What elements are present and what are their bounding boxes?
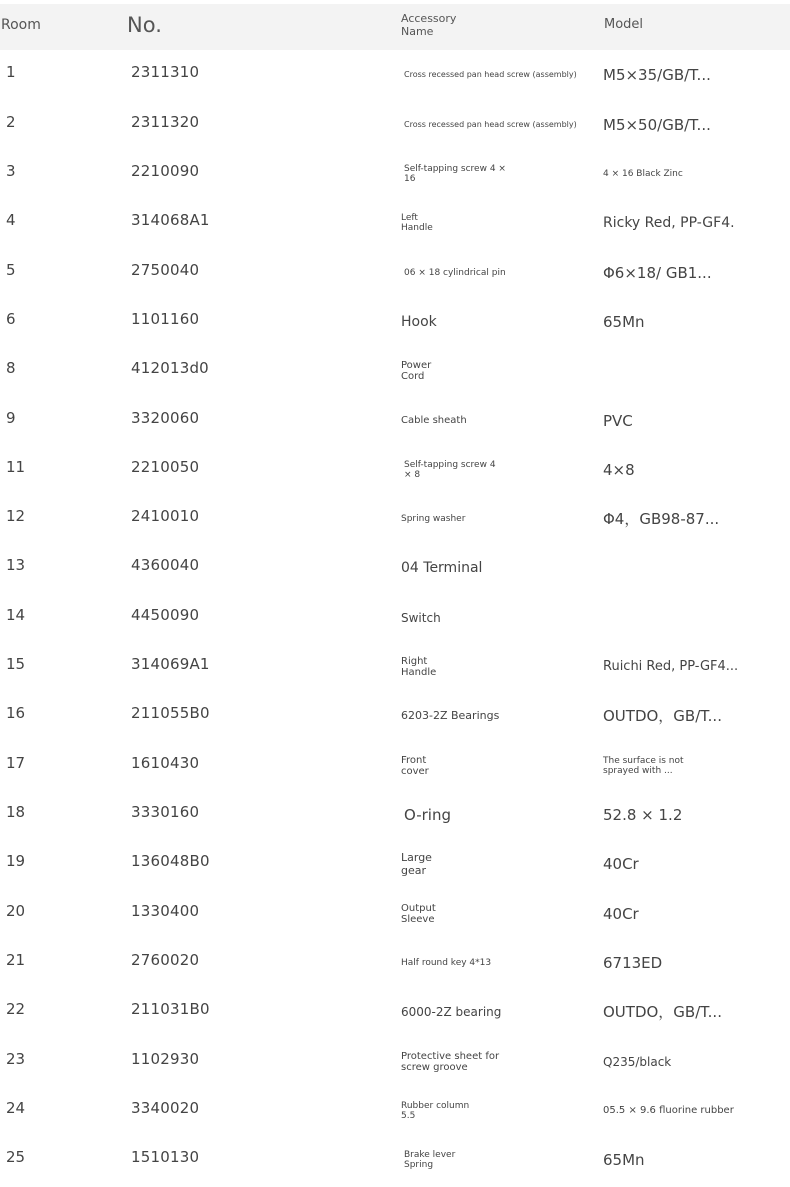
cell-no: 136048B0	[131, 852, 210, 870]
model-line: 65Mn	[603, 1150, 645, 1169]
accessory-name-line: 16	[404, 173, 416, 184]
table-header	[0, 4, 790, 50]
model-line: M5×50/GB/T...	[603, 115, 711, 134]
cell-accessory-name	[401, 100, 594, 149]
cell-model	[603, 346, 783, 395]
accessory-name-line: Cable sheath	[401, 415, 467, 426]
accessory-name-line: gear	[401, 863, 427, 877]
cell-no: 2210090	[131, 162, 200, 180]
cell-model	[603, 1037, 783, 1086]
accessory-name-line: Front	[401, 754, 427, 766]
table-row	[0, 297, 790, 346]
cell-room: 20	[6, 902, 26, 920]
cell-no: 3340020	[131, 1099, 200, 1117]
cell-no: 3320060	[131, 409, 200, 427]
model-line: 6713ED	[603, 953, 663, 972]
table-row	[0, 741, 790, 790]
header-accessory-line1: Accessory	[401, 12, 457, 25]
cell-no: 1330400	[131, 902, 200, 920]
model-line: 05.5 × 9.6 fluorine rubber	[603, 1105, 734, 1116]
cell-accessory-name	[401, 248, 594, 297]
model-line: Ruichi Red, PP-GF4...	[603, 659, 739, 674]
accessory-name-line: 04 Terminal	[401, 559, 483, 576]
accessory-name-line: Rubber column	[401, 1100, 470, 1111]
table-row	[0, 50, 790, 99]
cell-no: 4360040	[131, 556, 200, 574]
table-row	[0, 790, 790, 839]
cell-accessory-name	[401, 889, 591, 938]
model-line: 65Mn	[603, 312, 645, 331]
cell-accessory-name	[401, 741, 591, 790]
cell-room: 24	[6, 1099, 26, 1117]
cell-room: 5	[6, 261, 16, 279]
cell-no: 1610430	[131, 754, 200, 772]
cell-room: 1	[6, 63, 16, 81]
model-line: sprayed with ...	[603, 765, 673, 776]
cell-room: 22	[6, 1000, 26, 1018]
cell-room: 18	[6, 803, 26, 821]
table-row	[0, 543, 790, 592]
cell-no: 412013d0	[131, 359, 209, 377]
header-accessory-line2: Name	[401, 25, 434, 38]
table-row	[0, 445, 790, 494]
accessory-name-line: Right	[401, 655, 428, 667]
header-model: Model	[604, 17, 644, 32]
cell-accessory-name	[401, 938, 591, 987]
accessory-name-line: Cross recessed pan head screw (assembly)	[404, 119, 577, 129]
accessory-name-line: 6000-2Z bearing	[401, 1004, 502, 1019]
cell-accessory-name	[401, 1135, 594, 1184]
cell-room: 23	[6, 1050, 26, 1068]
cell-accessory-name	[401, 346, 591, 395]
cell-room: 15	[6, 655, 26, 673]
cell-no: 1102930	[131, 1050, 200, 1068]
table-row	[0, 839, 790, 888]
accessory-name-line: 5.5	[401, 1110, 416, 1121]
cell-room: 3	[6, 162, 16, 180]
cell-room: 16	[6, 704, 26, 722]
cell-room: 8	[6, 359, 16, 377]
accessory-name-line: screw groove	[401, 1061, 468, 1073]
cell-model	[603, 100, 783, 149]
table-row	[0, 642, 790, 691]
cell-no: 4450090	[131, 606, 200, 624]
cell-model	[603, 1135, 783, 1184]
cell-model	[603, 149, 783, 198]
cell-model	[603, 642, 783, 691]
accessory-name-line: Self-tapping screw 4	[404, 459, 496, 470]
cell-model	[603, 839, 783, 888]
table-row	[0, 889, 790, 938]
cell-room: 6	[6, 310, 16, 328]
table-row	[0, 396, 790, 445]
cell-accessory-name	[401, 691, 591, 740]
cell-room: 19	[6, 852, 26, 870]
cell-accessory-name	[401, 198, 591, 247]
cell-model	[603, 1086, 783, 1135]
model-line: 40Cr	[603, 854, 639, 873]
accessory-name-line: Sleeve	[401, 913, 435, 925]
accessory-name-line: Spring washer	[401, 513, 466, 524]
accessory-name-line: Handle	[401, 222, 433, 233]
cell-accessory-name	[401, 1086, 591, 1135]
cell-room: 25	[6, 1148, 26, 1166]
cell-no: 2311320	[131, 113, 200, 131]
cell-no: 211031B0	[131, 1000, 210, 1018]
cell-no: 1510130	[131, 1148, 200, 1166]
cell-accessory-name	[401, 1037, 591, 1086]
header-room: Room	[1, 17, 41, 33]
model-line: The surface is not	[603, 755, 684, 766]
cell-model	[603, 889, 783, 938]
cell-room: 12	[6, 507, 26, 525]
model-line: PVC	[603, 411, 633, 430]
table-row	[0, 198, 790, 247]
cell-room: 14	[6, 606, 26, 624]
accessory-name-line: Handle	[401, 666, 437, 678]
table-row	[0, 248, 790, 297]
cell-accessory-name	[401, 790, 594, 839]
model-line: M5×35/GB/T...	[603, 65, 711, 84]
accessory-name-line: Brake lever	[404, 1149, 456, 1160]
cell-model	[603, 494, 783, 543]
model-line: 52.8 × 1.2	[603, 805, 683, 824]
accessory-name-line: 06 × 18 cylindrical pin	[404, 267, 506, 278]
model-line: Ricky Red, PP-GF4.	[603, 214, 735, 231]
cell-model	[603, 198, 783, 247]
accessory-name-line: × 8	[404, 469, 421, 480]
header-no: No.	[127, 13, 162, 37]
cell-room: 11	[6, 458, 26, 476]
cell-no: 2311310	[131, 63, 200, 81]
accessory-name-line: Spring	[404, 1159, 434, 1170]
cell-accessory-name	[401, 642, 591, 691]
cell-model	[603, 50, 783, 99]
table-row	[0, 1135, 790, 1184]
accessory-name-line: Large	[401, 850, 432, 864]
table-row	[0, 593, 790, 642]
cell-room: 13	[6, 556, 26, 574]
accessory-name-line: Hook	[401, 313, 437, 330]
cell-no: 314069A1	[131, 655, 210, 673]
cell-model	[603, 297, 783, 346]
cell-model	[603, 543, 783, 592]
cell-model	[603, 593, 783, 642]
model-line: Φ6×18/ GB1...	[603, 263, 712, 282]
cell-accessory-name	[401, 593, 591, 642]
cell-accessory-name	[401, 987, 591, 1036]
cell-no: 2210050	[131, 458, 200, 476]
cell-room: 2	[6, 113, 16, 131]
cell-model	[603, 790, 783, 839]
accessory-name-line: Protective sheet for	[401, 1050, 500, 1062]
cell-no: 1101160	[131, 310, 200, 328]
table-row	[0, 987, 790, 1036]
cell-accessory-name	[401, 839, 591, 888]
cell-model	[603, 445, 783, 494]
accessory-name-line: Half round key 4*13	[401, 957, 492, 968]
accessory-name-line: Self-tapping screw 4 ×	[404, 163, 506, 174]
model-line: Q235/black	[603, 1054, 672, 1069]
cell-accessory-name	[401, 297, 591, 346]
model-line: OUTDO，GB/T...	[603, 1003, 722, 1021]
accessory-name-line: O-ring	[404, 805, 451, 824]
model-line: 4 × 16 Black Zinc	[603, 168, 683, 179]
cell-no: 2410010	[131, 507, 200, 525]
model-line: 4×8	[603, 460, 635, 479]
cell-accessory-name	[401, 149, 594, 198]
cell-room: 9	[6, 409, 16, 427]
table-row	[0, 691, 790, 740]
cell-no: 211055B0	[131, 704, 210, 722]
accessory-name-line: Cord	[401, 370, 425, 382]
cell-model	[603, 396, 783, 445]
model-line: 40Cr	[603, 904, 639, 923]
accessory-name-line: Output	[401, 902, 436, 914]
cell-no: 2750040	[131, 261, 200, 279]
header-accessory-name	[401, 12, 456, 38]
cell-no: 3330160	[131, 803, 200, 821]
cell-room: 21	[6, 951, 26, 969]
cell-accessory-name	[401, 445, 594, 494]
cell-room: 4	[6, 211, 16, 229]
cell-model	[603, 938, 783, 987]
cell-model	[603, 741, 783, 790]
cell-model	[603, 248, 783, 297]
model-line: OUTDO，GB/T...	[603, 707, 722, 725]
cell-no: 2760020	[131, 951, 200, 969]
accessory-name-line: cover	[401, 765, 429, 777]
cell-accessory-name	[401, 50, 594, 99]
cell-accessory-name	[401, 543, 591, 592]
table-row	[0, 149, 790, 198]
cell-room: 17	[6, 754, 26, 772]
accessory-name-line: Switch	[401, 610, 441, 625]
cell-model	[603, 987, 783, 1036]
table-row	[0, 938, 790, 987]
table-row	[0, 346, 790, 395]
model-line: Φ4，GB98-87...	[603, 510, 720, 528]
cell-accessory-name	[401, 396, 591, 445]
accessory-name-line: Power	[401, 359, 432, 371]
cell-no: 314068A1	[131, 211, 210, 229]
table-row	[0, 100, 790, 149]
cell-accessory-name	[401, 494, 591, 543]
table-row	[0, 494, 790, 543]
cell-model	[603, 691, 783, 740]
accessory-name-line: 6203-2Z Bearings	[401, 709, 500, 722]
table-row	[0, 1086, 790, 1135]
table-row	[0, 1037, 790, 1086]
accessory-name-line: Left	[401, 212, 418, 223]
accessory-name-line: Cross recessed pan head screw (assembly)	[404, 69, 577, 79]
